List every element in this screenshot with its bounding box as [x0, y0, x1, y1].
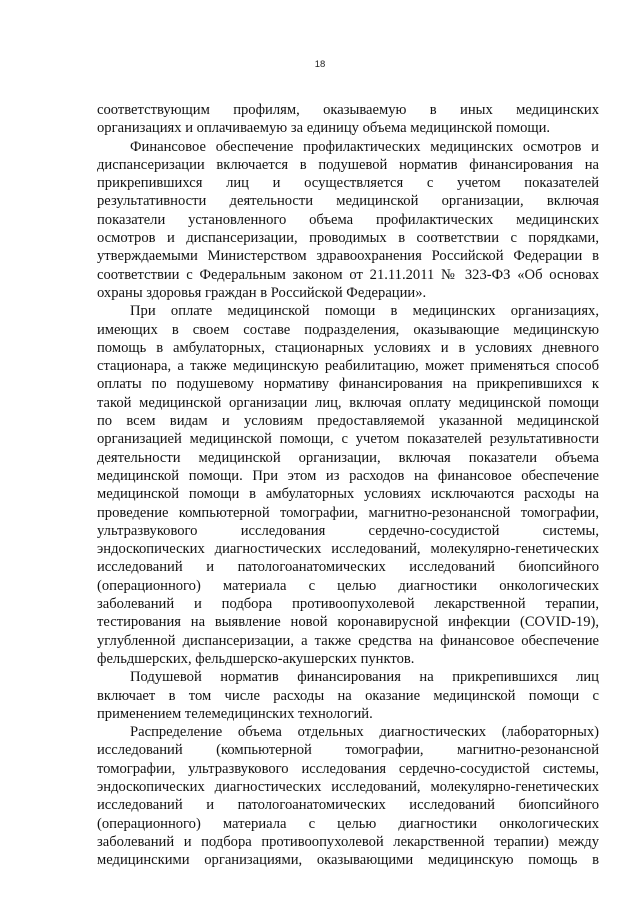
text-line: соответствующим профилям, оказываемую в иных медицинских: [97, 102, 599, 118]
text-line: Распределение объема отдельных диагностических (лабораторных): [130, 724, 599, 741]
text-line: включает в том числе расходы на оказание медицинской помощи с: [97, 687, 599, 704]
text-line: имеющих в своем составе подразделения, оказывающие медицинскую: [97, 321, 599, 338]
text-line: медицинской помощи. При этом из расходов на финансовое обеспечение: [97, 467, 599, 484]
page-number: 18: [314, 59, 326, 70]
text-line: Финансовое обеспечение профилактических медицинских осмотров и: [130, 138, 599, 155]
text-line: исследований и патологоанатомических исследований биопсийного: [97, 559, 599, 576]
text-line: организацией медицинской помощи, с учетом показателей результативности: [97, 431, 599, 448]
text-line: медицинской помощи в амбулаторных условиях исключаются расходы на: [97, 486, 599, 503]
text-line: деятельности медицинской организации, включая показатели объема: [97, 449, 599, 466]
text-line: соответствии с Федеральным законом от 21.11.2011 № 323-ФЗ «Об основах: [97, 266, 599, 283]
text-line: медицинскими организациями, оказывающими медицинскую помощь в: [97, 852, 599, 869]
text-line: оплаты по подушевому нормативу финансирования на прикрепившихся к: [97, 376, 599, 393]
text-line: применением телемедицинских технологий.: [97, 705, 373, 722]
text-line: Подушевой норматив финансирования на прикрепившихся лиц: [130, 669, 599, 686]
paragraph: [97, 138, 599, 303]
text-line: организациях и оплачиваемую за единицу объема медицинской помощи.: [97, 120, 551, 137]
text-line: исследований (компьютерной томографии, магнитно-резонансной: [97, 742, 599, 759]
text-line: (операционного) материала с целью диагностики онкологических: [97, 815, 599, 832]
text-line: утверждаемыми Министерством здравоохранения Российской Федерации в: [97, 248, 599, 265]
text-line: ультразвукового исследования сердечно-сосудистой системы,: [97, 522, 599, 539]
text-line: помощь в амбулаторных, стационарных условиях и в условиях дневного: [97, 339, 599, 356]
text-line: фельдшерских, фельдшерско-акушерских пунктов.: [97, 650, 415, 667]
text-line: заболеваний и подбора противоопухолевой лекарственной терапии) между: [97, 833, 599, 850]
paragraph: [97, 668, 599, 723]
text-line: результативности деятельности медицинской организации, включая: [97, 193, 599, 210]
text-line: диспансеризации включается в подушевой норматив финансирования на: [97, 156, 599, 173]
text-line: углубленной диспансеризации, а также средства на финансовое обеспечение: [97, 632, 599, 649]
text-line: показатели установленного объема профилактических медицинских: [97, 211, 599, 228]
paragraph: [97, 723, 599, 869]
text-line: тестирования на выявление новой коронавирусной инфекции (COVID-19),: [97, 614, 599, 631]
text-line: (операционного) материала с целью диагностики онкологических: [97, 577, 599, 594]
text-line: исследований и патологоанатомических исследований биопсийного: [97, 797, 599, 814]
text-line: осмотров и диспансеризации, проводимых в соответствии с порядками,: [97, 230, 599, 247]
text-line: охраны здоровья граждан в Российской Федерации».: [97, 284, 427, 301]
text-line: такой медицинской организации лиц, включая оплату медицинской помощи: [97, 394, 599, 411]
text-line: эндоскопических диагностических исследований, молекулярно-генетических: [97, 541, 599, 558]
text-line: заболеваний и подбора противоопухолевой лекарственной терапии,: [97, 596, 599, 613]
paragraph: [97, 302, 599, 668]
body-text: [97, 101, 599, 869]
text-line: прикрепившихся лиц и осуществляется с учетом показателей: [97, 175, 599, 192]
text-line: При оплате медицинской помощи в медицинских организациях,: [130, 303, 599, 320]
text-line: по всем видам и условиям предоставляемой указанной медицинской: [97, 413, 599, 430]
text-line: стационара, а также медицинскую реабилитацию, может применяться способ: [97, 358, 599, 375]
text-line: эндоскопических диагностических исследований, молекулярно-генетических: [97, 778, 599, 795]
text-line: томографии, ультразвукового исследования сердечно-сосудистой системы,: [97, 760, 599, 777]
paragraph: [97, 101, 599, 138]
text-line: проведение компьютерной томографии, магнитно-резонансной томографии,: [97, 504, 599, 521]
